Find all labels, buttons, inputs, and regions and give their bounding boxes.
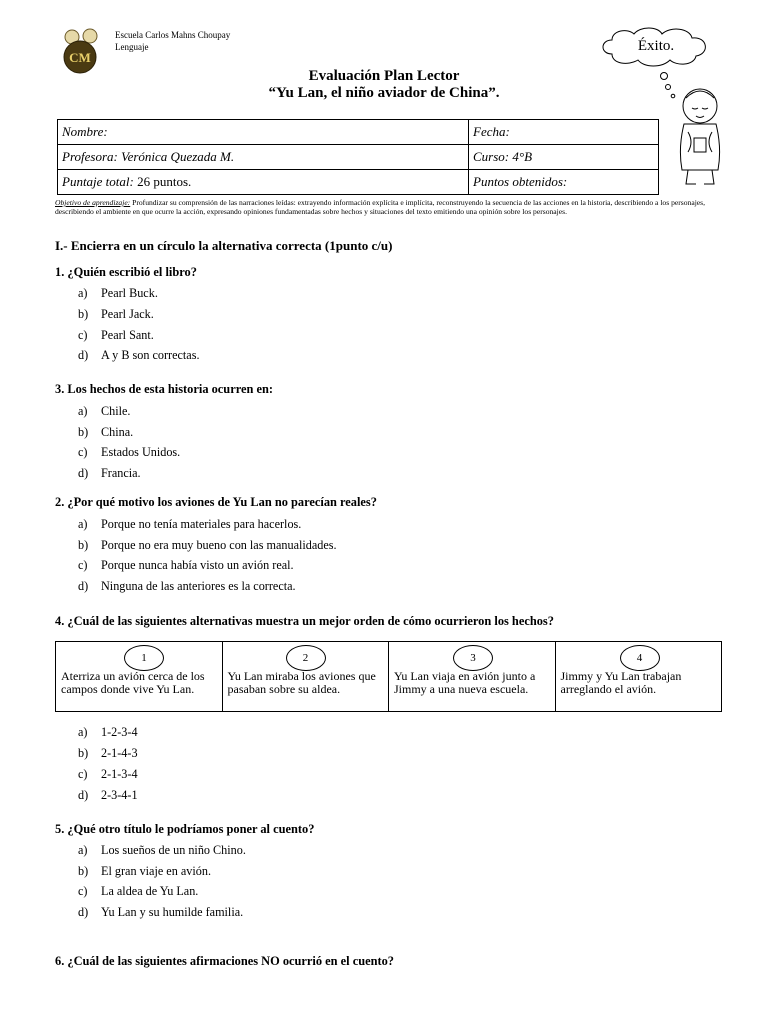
puntaje-cell [58, 170, 469, 195]
sequence-cell [389, 642, 556, 712]
option-item[interactable]: b) 2-1-4-3 [78, 746, 138, 760]
title-line-1: Evaluación Plan Lector [308, 68, 460, 84]
option-item[interactable]: c) 2-1-3-4 [78, 767, 138, 781]
sequence-text: Yu Lan miraba los aviones que pasaban sobre su aldea. [227, 669, 376, 696]
sequence-table [55, 641, 722, 712]
objective-text: Profundizar su comprensión de las narraciones leídas: extrayendo información explícita e implícita, reconstruyendo la secuencia de las acciones en la historia, describiendo a los personajes, describiendo el ambiente en que ocurre la acción, expresando opiniones fundamentadas sobre hechos y situaciones del texto emitiendo una opinión sobre los personajes. [55, 198, 706, 216]
sequence-number: 3 [453, 645, 493, 671]
sequence-cell [555, 642, 722, 712]
option-item[interactable]: b) Porque no era muy bueno con las manualidades. [78, 538, 337, 552]
student-info-table [57, 119, 659, 195]
option-item[interactable]: a) 1-2-3-4 [78, 725, 138, 739]
sequence-text: Yu Lan viaja en avión junto a Jimmy a una nueva escuela. [394, 669, 536, 696]
fecha-field[interactable]: Fecha: [469, 120, 659, 145]
sequence-number: 1 [124, 645, 164, 671]
page-title [0, 68, 768, 102]
curso-cell: Curso: 4°B [469, 145, 659, 170]
option-item[interactable]: d) Yu Lan y su humilde familia. [78, 905, 244, 919]
subject-name: Lenguaje [115, 42, 149, 52]
sequence-cell [56, 642, 223, 712]
profesora-cell: Profesora: Verónica Quezada M. [58, 145, 469, 170]
option-item[interactable]: b) El gran viaje en avión. [78, 864, 211, 878]
puntos-field[interactable]: Puntos obtenidos: [469, 170, 659, 195]
section-heading: I.- Encierra en un círculo la alternativa correcta (1punto c/u) [55, 238, 393, 253]
option-item[interactable]: a) Los sueños de un niño Chino. [78, 843, 246, 857]
school-header [115, 29, 230, 53]
question-4: 4. ¿Cuál de las siguientes alternativas muestra un mejor orden de cómo ocurrieron los hechos? [55, 614, 554, 628]
question-1: 1. ¿Quién escribió el libro? [55, 265, 197, 279]
puntaje-label: Puntaje total: [62, 174, 138, 189]
option-item[interactable]: b) Pearl Jack. [78, 307, 154, 321]
sequence-cell [222, 642, 389, 712]
option-item[interactable]: d) A y B son correctas. [78, 348, 200, 362]
question-2: 2. ¿Por qué motivo los aviones de Yu Lan no parecían reales? [55, 495, 377, 509]
exito-cloud [598, 24, 714, 68]
question-5: 5. ¿Qué otro título le podríamos poner al cuento? [55, 822, 315, 836]
sequence-number: 4 [620, 645, 660, 671]
option-item[interactable]: d) Ninguna de las anteriores es la correcta. [78, 579, 296, 593]
sequence-text: Jimmy y Yu Lan trabajan arreglando el avión. [560, 669, 682, 696]
option-item[interactable]: d) 2-3-4-1 [78, 788, 138, 802]
question-6: 6. ¿Cuál de las siguientes afirmaciones NO ocurrió en el cuento? [55, 954, 394, 968]
option-item[interactable]: c) La aldea de Yu Lan. [78, 884, 199, 898]
option-item[interactable]: a) Chile. [78, 404, 131, 418]
exito-label: Éxito. [637, 37, 675, 54]
option-item[interactable]: c) Pearl Sant. [78, 328, 154, 342]
learning-objective [55, 199, 725, 216]
puntaje-value: 26 puntos. [137, 174, 192, 189]
option-item[interactable]: a) Porque no tenía materiales para hacerlos. [78, 517, 302, 531]
sequence-text: Aterriza un avión cerca de los campos donde vive Yu Lan. [61, 669, 205, 696]
sequence-number: 2 [286, 645, 326, 671]
option-item[interactable]: a) Pearl Buck. [78, 286, 158, 300]
nombre-field[interactable]: Nombre: [58, 120, 469, 145]
logo-text: CM [69, 50, 91, 65]
option-item[interactable]: c) Estados Unidos. [78, 445, 181, 459]
question-3: 3. Los hechos de esta historia ocurren en: [55, 382, 273, 396]
school-name: Escuela Carlos Mahns Choupay [115, 30, 231, 40]
option-item[interactable]: b) China. [78, 425, 134, 439]
objective-label: Objetivo de aprendizaje: [55, 198, 131, 207]
option-item[interactable]: c) Porque nunca había visto un avión real. [78, 558, 294, 572]
title-line-2: “Yu Lan, el niño aviador de China”. [268, 85, 500, 101]
option-item[interactable]: d) Francia. [78, 466, 141, 480]
